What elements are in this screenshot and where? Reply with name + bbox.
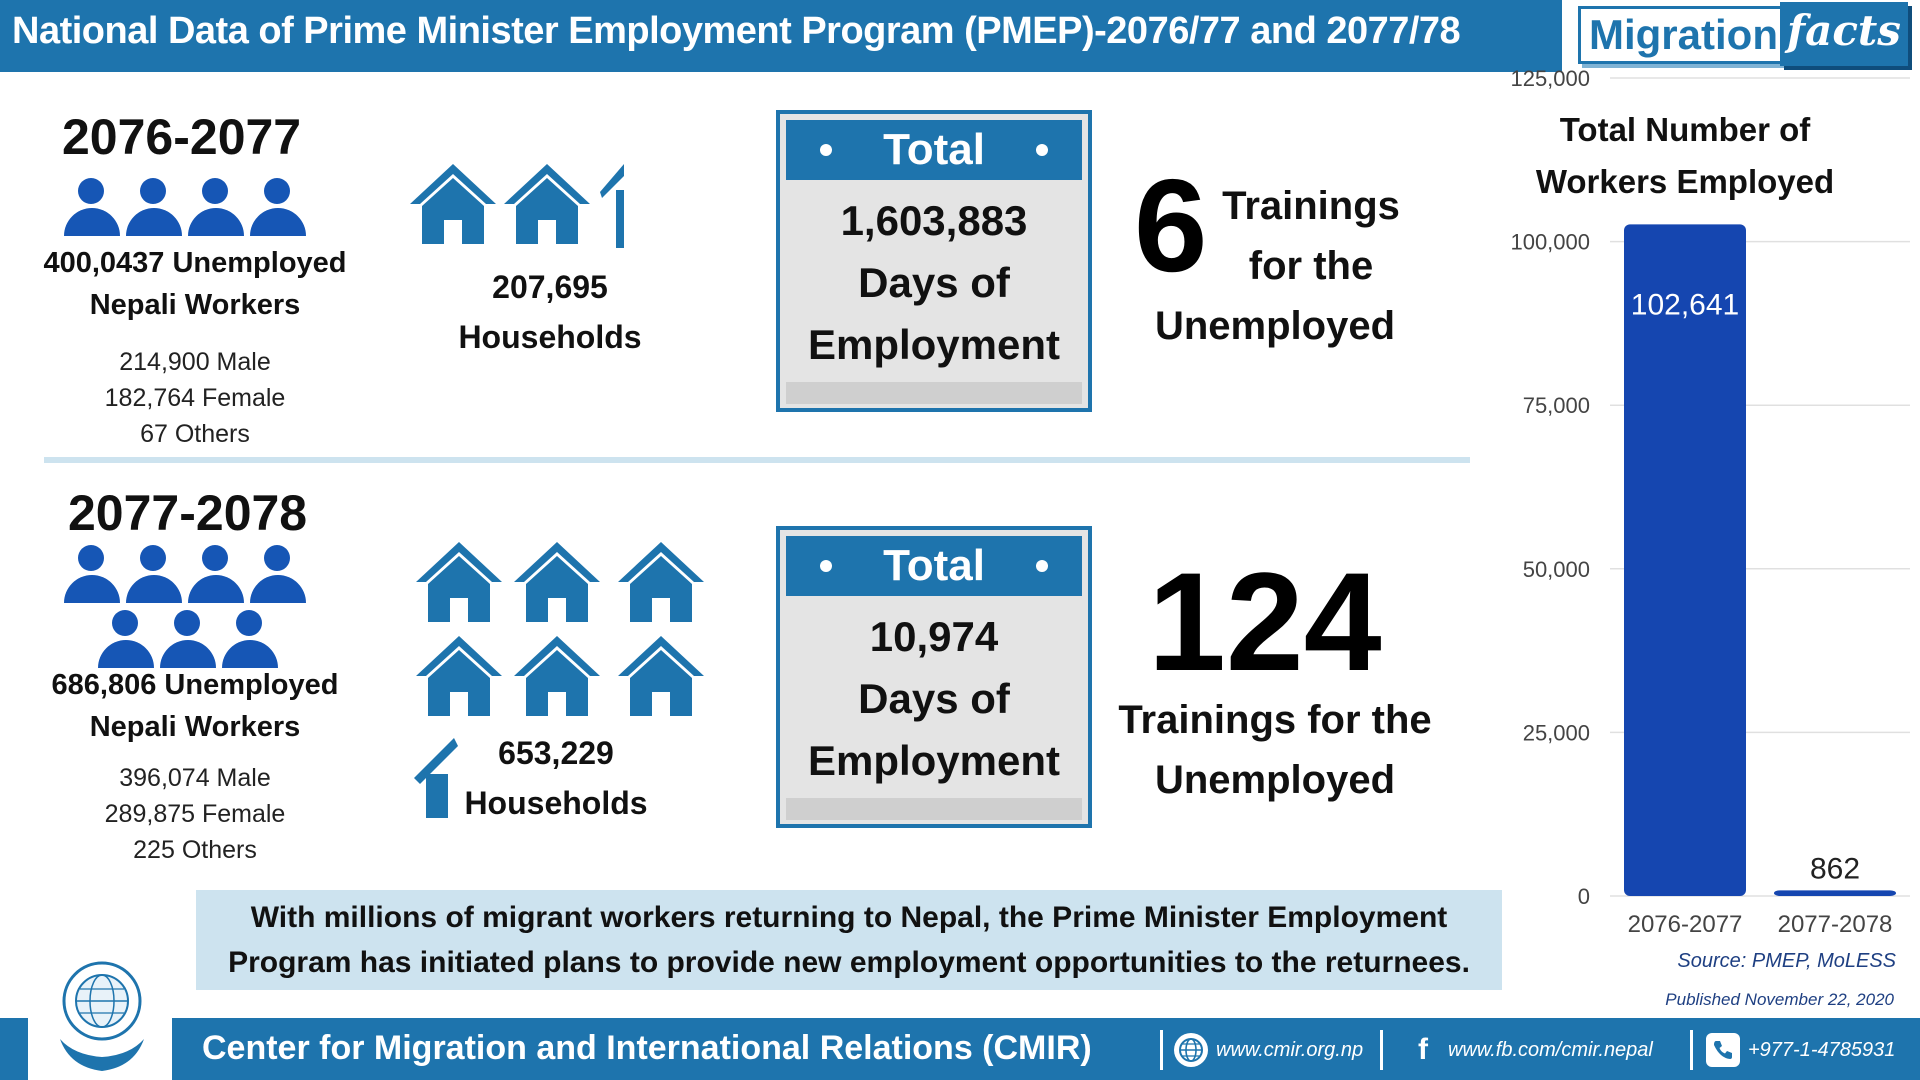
partial-house-icon <box>598 164 626 250</box>
period1-people-icons <box>62 178 310 236</box>
total-label: Total <box>883 541 985 590</box>
y-tick-label: 0 <box>1577 884 1590 909</box>
globe-icon <box>1174 1033 1208 1067</box>
period1-days-line2: Employment <box>807 321 1061 368</box>
period2-days-line1: Days of <box>858 675 1010 722</box>
period1-trainings-number: 6 <box>1134 152 1208 299</box>
period2-days-block <box>780 596 1088 792</box>
person-icon <box>248 545 308 603</box>
x-tick-label: 2076-2077 <box>1627 911 1743 938</box>
period2-trainings-line1: Trainings for the <box>1118 698 1432 742</box>
period1-households-label: Households <box>458 319 642 355</box>
period1-female: 182,764 Female <box>104 384 286 412</box>
period1-unemployed-line1: 400,0437 Unemployed <box>43 247 347 279</box>
period2-others: 225 Others <box>133 836 257 864</box>
house-icon <box>408 160 498 246</box>
person-icon <box>124 178 184 236</box>
cmir-logo <box>50 955 154 1075</box>
footer-phone-text: +977-1-4785931 <box>1748 1038 1896 1061</box>
chart-title-line2: Workers Employed <box>1535 163 1835 200</box>
period1-households <box>440 262 660 362</box>
period1-male: 214,900 Male <box>119 348 271 376</box>
period2-days-line2: Employment <box>807 737 1061 784</box>
person-icon <box>124 545 184 603</box>
facebook-icon: f <box>1406 1033 1440 1067</box>
footer-website-text: www.cmir.org.np <box>1216 1038 1364 1061</box>
period1-trainings-text-a <box>1218 176 1404 296</box>
period1-trainings-line2: for the <box>1248 244 1374 288</box>
y-tick-label: 125,000 <box>1510 66 1590 91</box>
y-tick-label: 100,000 <box>1510 229 1590 255</box>
period2-gender-breakdown <box>20 760 370 868</box>
period1-year: 2076-2077 <box>62 109 302 165</box>
period2-trainings-number: 124 <box>1148 543 1382 700</box>
period1-trainings-line3: Unemployed <box>1154 304 1396 348</box>
person-icon <box>248 178 308 236</box>
period1-trainings-line1: Trainings <box>1222 184 1400 228</box>
bar-chart <box>1480 60 1920 950</box>
footer-separator <box>1160 1030 1163 1070</box>
period2-days-value: 10,974 <box>869 613 999 660</box>
period2-households-label: Households <box>464 785 648 821</box>
bullet-dot <box>1036 144 1048 156</box>
person-icon <box>220 610 280 668</box>
period2-people-icons-row1 <box>62 545 310 603</box>
period2-people-icons-row2 <box>96 610 282 668</box>
footer-facebook-text: www.fb.com/cmir.nepal <box>1448 1038 1653 1061</box>
period2-unemployed-line2: Nepali Workers <box>89 711 301 743</box>
bullet-dot <box>820 560 832 572</box>
footer-org-name: Center for Migration and International Relations (CMIR) <box>202 1029 1092 1067</box>
period2-female: 289,875 Female <box>104 800 286 828</box>
bullet-dot <box>820 144 832 156</box>
footer-separator <box>1690 1030 1693 1070</box>
logo-facts-text: facts <box>1780 2 1908 66</box>
person-icon <box>62 545 122 603</box>
period2-trainings-line2: Unemployed <box>1154 758 1396 802</box>
house-icon <box>414 632 504 718</box>
period2-unemployed-line1: 686,806 Unemployed <box>51 669 339 701</box>
footer-phone[interactable] <box>1706 1030 1895 1070</box>
period1-unemployed <box>20 242 370 326</box>
period2-year: 2077-2078 <box>68 485 308 541</box>
footer-facebook[interactable] <box>1406 1030 1653 1070</box>
total-card-header <box>786 120 1082 180</box>
data-label: 862 <box>1809 852 1861 886</box>
person-icon <box>186 545 246 603</box>
card-footer-strip <box>786 798 1082 820</box>
bar <box>1774 890 1896 896</box>
period1-households-value: 207,695 <box>492 269 608 305</box>
page-title: National Data of Prime Minister Employment Program (PMEP)-2076/77 and 2077/78 <box>12 10 1461 52</box>
house-icon <box>414 538 504 624</box>
period2-total-card <box>776 526 1092 828</box>
logo-migration-text: Migration <box>1578 6 1789 64</box>
card-footer-strip <box>786 382 1082 404</box>
total-card-header <box>786 536 1082 596</box>
period1-days-value: 1,603,883 <box>840 197 1028 244</box>
period1-days-block <box>780 180 1088 376</box>
house-icon <box>616 538 706 624</box>
period1-gender-breakdown <box>20 344 370 452</box>
footer-separator <box>1380 1030 1383 1070</box>
period2-households-value: 653,229 <box>498 735 614 771</box>
house-icon <box>502 160 592 246</box>
person-icon <box>186 178 246 236</box>
y-tick-label: 75,000 <box>1522 393 1590 419</box>
note-line1: With millions of migrant workers returning to Nepal, the Prime Minister Employment <box>250 901 1448 934</box>
footer-website[interactable] <box>1174 1030 1363 1070</box>
period1-total-card <box>776 110 1092 412</box>
period2-unemployed <box>20 664 370 748</box>
period1-days-line1: Days of <box>858 259 1010 306</box>
bar <box>1624 224 1746 896</box>
house-icon <box>512 632 602 718</box>
data-label: 102,641 <box>1630 288 1740 322</box>
source-text: Source: PMEP, MoLESS <box>1677 950 1896 972</box>
y-tick-label: 25,000 <box>1522 720 1590 746</box>
phone-icon <box>1706 1033 1740 1067</box>
summary-note <box>196 890 1502 990</box>
period2-trainings-text <box>1100 690 1450 810</box>
period1-unemployed-line2: Nepali Workers <box>89 289 301 321</box>
total-label: Total <box>883 125 985 174</box>
person-icon <box>96 610 156 668</box>
x-tick-label: 2077-2078 <box>1777 911 1893 938</box>
y-tick-label: 50,000 <box>1522 556 1590 582</box>
published-date: Published November 22, 2020 <box>1665 990 1894 1009</box>
house-icon <box>616 632 706 718</box>
person-icon <box>158 610 218 668</box>
period2-male: 396,074 Male <box>119 764 271 792</box>
section-divider <box>44 457 1470 463</box>
note-line2: Program has initiated plans to provide new employment opportunities to the returnees. <box>228 946 1470 979</box>
period1-others: 67 Others <box>140 420 250 448</box>
footer-left-strip <box>0 1018 28 1080</box>
person-icon <box>62 178 122 236</box>
house-icon <box>512 538 602 624</box>
bullet-dot <box>1036 560 1048 572</box>
period2-households <box>446 728 666 828</box>
chart-title-line1: Total Number of <box>1559 111 1811 148</box>
